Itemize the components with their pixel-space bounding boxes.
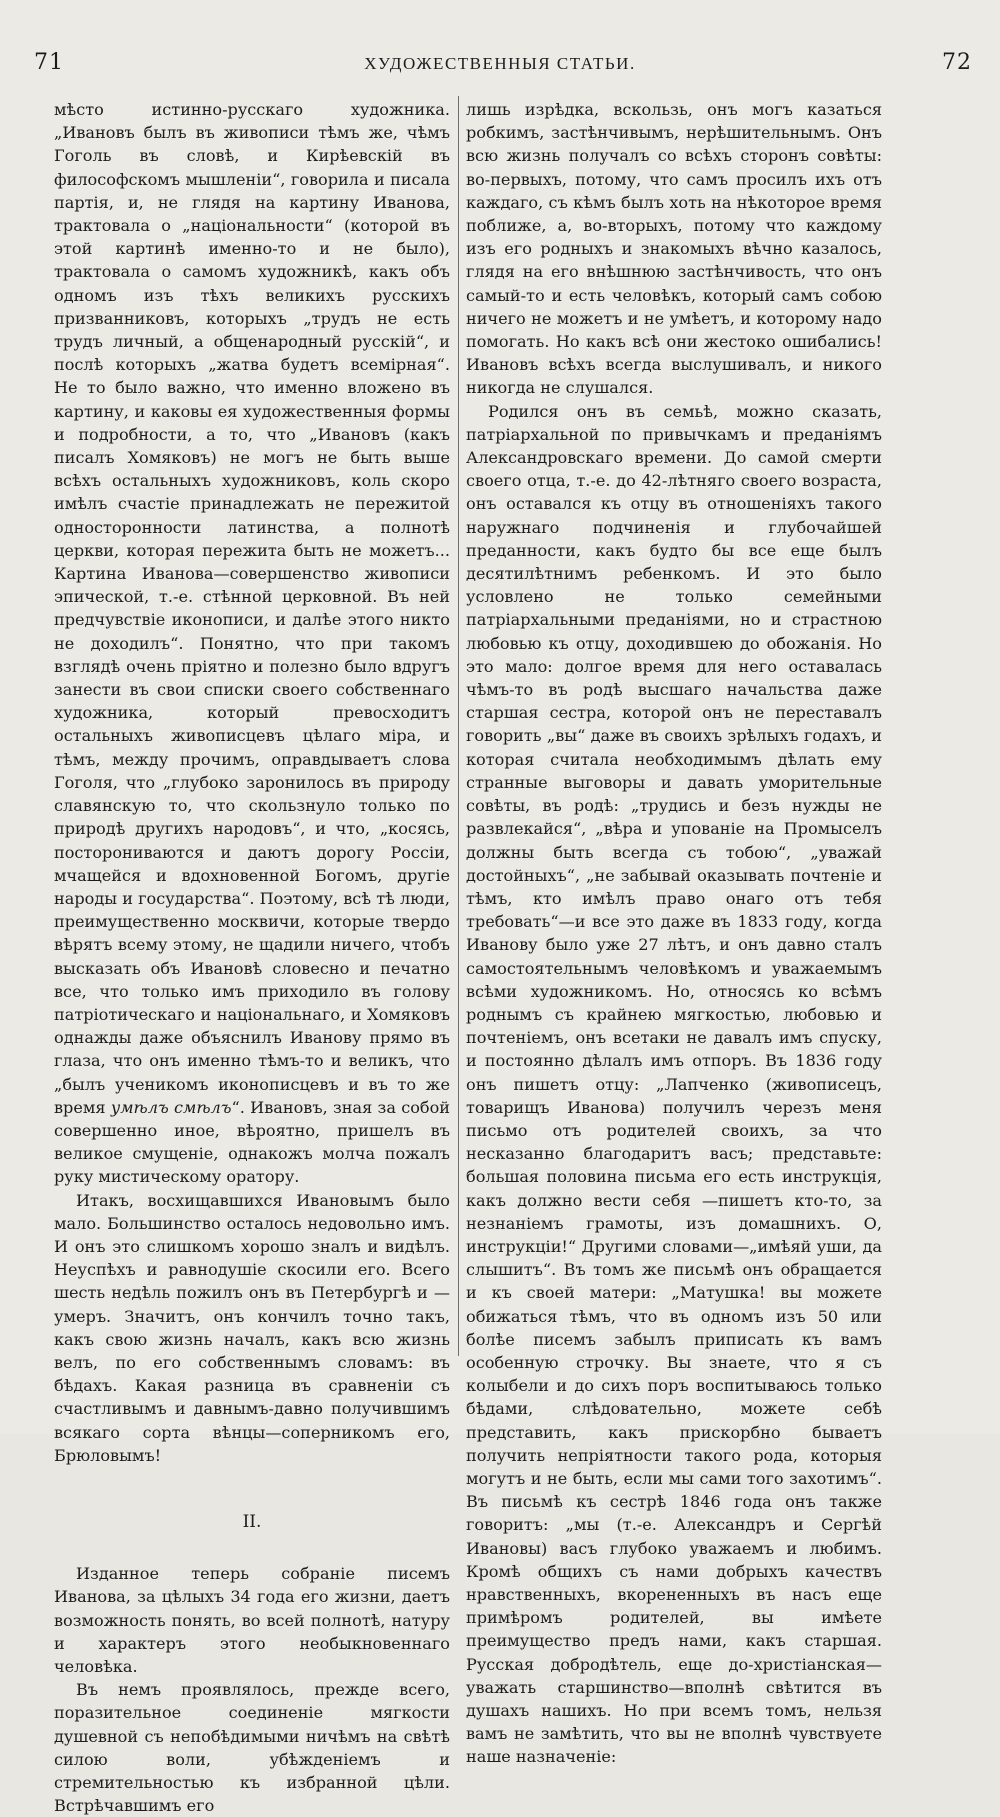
right-column xyxy=(466,98,882,1769)
paragraph: Изданное теперь собраніе писемъ Иванова, за цѣлыхъ 34 года его жизни, даетъ возможность понять, во всей полнотѣ, натуру и характеръ этого необыкновеннаго человѣка. xyxy=(54,1564,450,1676)
paragraph-text: “. Ивановъ, зная за собой совершенно иное, вѣроятно, пришелъ въ великое смущеніе, однакожъ молча пожалъ руку мистическому оратору. xyxy=(54,1097,451,1187)
column-divider xyxy=(458,96,459,1356)
page-number-left: 71 xyxy=(34,50,64,75)
paragraph: лишь изрѣдка, вскользь, онъ могъ казаться робкимъ, застѣнчивымъ, нерѣшительнымъ. Онъ всю жизнь получалъ со всѣхъ сторонъ совѣты: во-первыхъ, потому, что самъ просилъ ихъ отъ каждаго, съ кѣмъ былъ хоть на нѣкоторое время поближе, а, во-вторыхъ, потому что каждому изъ его родныхъ и знакомыхъ вѣчно казалось, глядя на его внѣшнюю застѣнчивость, что онъ самый-то и есть человѣкъ, который самъ собою ничего не можетъ и не умѣетъ, и которому надо помогать. Но какъ всѣ они жестоко ошибались! Ивановъ всѣхъ всегда выслушивалъ, и никого никогда не слушался. xyxy=(466,100,882,398)
italic-phrase: умѣлъ смѣлъ xyxy=(110,1097,232,1117)
running-title: ХУДОЖЕСТВЕННЫЯ СТАТЬИ. xyxy=(364,54,636,73)
left-column xyxy=(54,98,450,1817)
paragraph: Въ немъ проявлялось, прежде всего, поразительное соединеніе мягкости душевной съ непобѣдимыми ничѣмъ на свѣтѣ силою воли, убѣжденіемъ и стремительностью къ избранной цѣли. Встрѣчавшимъ его xyxy=(54,1680,450,1816)
paragraph xyxy=(54,98,450,1189)
section-heading: II. xyxy=(242,1511,262,1532)
page-header xyxy=(20,50,980,90)
paragraph: Итакъ, восхищавшихся Ивановымъ было мало. Большинство осталось недовольно имъ. И онъ это слишкомъ хорошо зналъ и видѣлъ. Неуспѣхъ и равнодушіе скосили его. Всего шесть недѣль пожилъ онъ въ Петербургѣ и — умеръ. Значитъ, онъ кончилъ точно такъ, какъ свою жизнь началъ, какъ всю жизнь велъ, по его собственнымъ словамъ: въ бѣдахъ. Какая разница въ сравненіи съ счастливымъ и давнымъ-давно получившимъ всякаго сорта вѣнцы—соперникомъ его, Брюловымъ! xyxy=(54,1190,450,1465)
paragraph-text: мѣсто истинно-русскаго художника. „Ивановъ былъ въ живописи тѣмъ же, чѣмъ Гоголь въ словѣ, и Кирѣевскій въ философскомъ мышленіи“, говорила и писала партія, и, не глядя на картину Иванова, трактовала о „національности“ (которой въ этой картинѣ именно-то и не было), трактовала о самомъ художникѣ, какъ объ одномъ изъ тѣхъ великихъ русскихъ призванниковъ, которыхъ „трудъ не есть трудъ личный, а общенародный русскій“, и послѣ которыхъ „жатва будетъ всемірная“. Не то было важно, что именно вложено въ картину, и каковы ея художественныя формы и подробности, а то, что „Ивановъ (какъ писалъ Хомяковъ) не могъ не быть выше всѣхъ остальныхъ художниковъ, коль скоро имѣлъ счастіе принадлежать не пережитой односторонности латинства, а полнотѣ церкви, которая пережита быть не можетъ... Картина Иванова—совершенство живописи эпической, т.-е. стѣнной церковной. Въ ней предчувствіе иконописи, и далѣе этого никто не доходилъ“. Понятно, что при такомъ взглядѣ очень пріятно и полезно было вдругъ занести въ свои списки своего собственнаго художника, который превосходитъ остальныхъ живописцевъ цѣлаго міра, и тѣмъ, между прочимъ, оправдываетъ слова Гоголя, что „глубоко заронилось въ природу славянскую то, что скользнуло только по природѣ другихъ народовъ“, и что, „косясь, посторониваются и даютъ дорогу Россіи, мчащейся и вдохновенной Богомъ, другіе народы и государства“. Поэтому, всѣ тѣ люди, преимущественно москвичи, которые твердо вѣрятъ всему этому, не щадили ничего, чтобъ высказать объ Ивановѣ словесно и печатно все, что только имъ приходило въ голову патріотическаго и національнаго, и Хомяковъ однажды даже объяснилъ Иванову прямо въ глаза, что онъ именно тѣмъ-то и великъ, что „былъ ученикомъ иконописцевъ и въ то же время xyxy=(54,100,450,1117)
paragraph: Родился онъ въ семьѣ, можно сказать, патріархальной по привычкамъ и преданіямъ Александровскаго времени. До самой смерти своего отца, т.-е. до 42-лѣтняго своего возраста, онъ оставался къ отцу въ отношеніяхъ такого наружнаго подчиненія и глубочайшей преданности, какъ будто бы все еще былъ десятилѣтнимъ ребенкомъ. И это было условлено не только семейными патріархальными преданіями, но и страстною любовью къ отцу, доходившею до обожанія. Но это мало: долгое время для него оставалась чѣмъ-то въ родѣ высшаго начальства даже старшая сестра, которой онъ не переставалъ говорить „вы“ даже въ своихъ зрѣлыхъ годахъ, и которая считала необходимымъ дѣлать ему странные выговоры и давать уморительные совѣты, въ родѣ: „трудись и безъ нужды не развлекайся“, „вѣра и упованіе на Промыселъ должны быть всегда съ тобою“, „уважай достойныхъ“, „не забывай оказывать почтеніе и тѣмъ, кто имѣлъ право онаго отъ тебя требовать“—и все это даже въ 1833 году, когда Иванову было уже 27 лѣтъ, и онъ давно сталъ самостоятельнымъ человѣкомъ и уважаемымъ всѣми художникомъ. Но, относясь ко всѣмъ роднымъ съ крайнею мягкостью, любовью и почтеніемъ, онъ всетаки не давалъ имъ спуску, и постоянно дѣлалъ имъ отпоръ. Въ 1836 году онъ пишетъ отцу: „Лапченко (живописецъ, товарищъ Иванова) получилъ черезъ меня письмо отъ родителей своихъ, за что несказанно благодаритъ васъ; представьте: большая половина письма его есть инструкція, какъ должно вести себя —пишетъ кто-то, за незнаніемъ грамоты, изъ домашнихъ. О, инструкціи!“ Другими словами—„имѣяй уши, да слышитъ“. Въ томъ же письмѣ онъ обращается и къ своей матери: „Матушка! вы можете обижаться тѣмъ, что въ одномъ изъ 50 или болѣе писемъ забылъ приписать къ вамъ особенную строчку. Вы знаете, что я съ колыбели и до сихъ поръ воспитываюсь только бѣдами, слѣдовательно, можете себѣ представить, какъ прискорбно бываетъ получить непріятности такого рода, которыя могутъ и не быть, если мы сами того захотимъ“. Въ письмѣ къ сестрѣ 1846 года онъ также говоритъ: „мы (т.-е. Александръ и Сергѣй Ивановы) васъ глубоко уважаемъ и любимъ. Кромѣ общихъ съ нами добрыхъ качествъ нравственныхъ, вкорененныхъ въ насъ еще примѣромъ родителей, вы имѣете преимущество предъ нами, какъ старшая. Русская добродѣтель, еще до-христіанская—уважать старшинство—вполнѣ свѣтится въ душахъ нашихъ. Но при всемъ томъ, нельзя вамъ не замѣтить, что вы не вполнѣ чувствуете наше назначеніе: xyxy=(466,401,882,1767)
page-number-right: 72 xyxy=(942,50,972,75)
